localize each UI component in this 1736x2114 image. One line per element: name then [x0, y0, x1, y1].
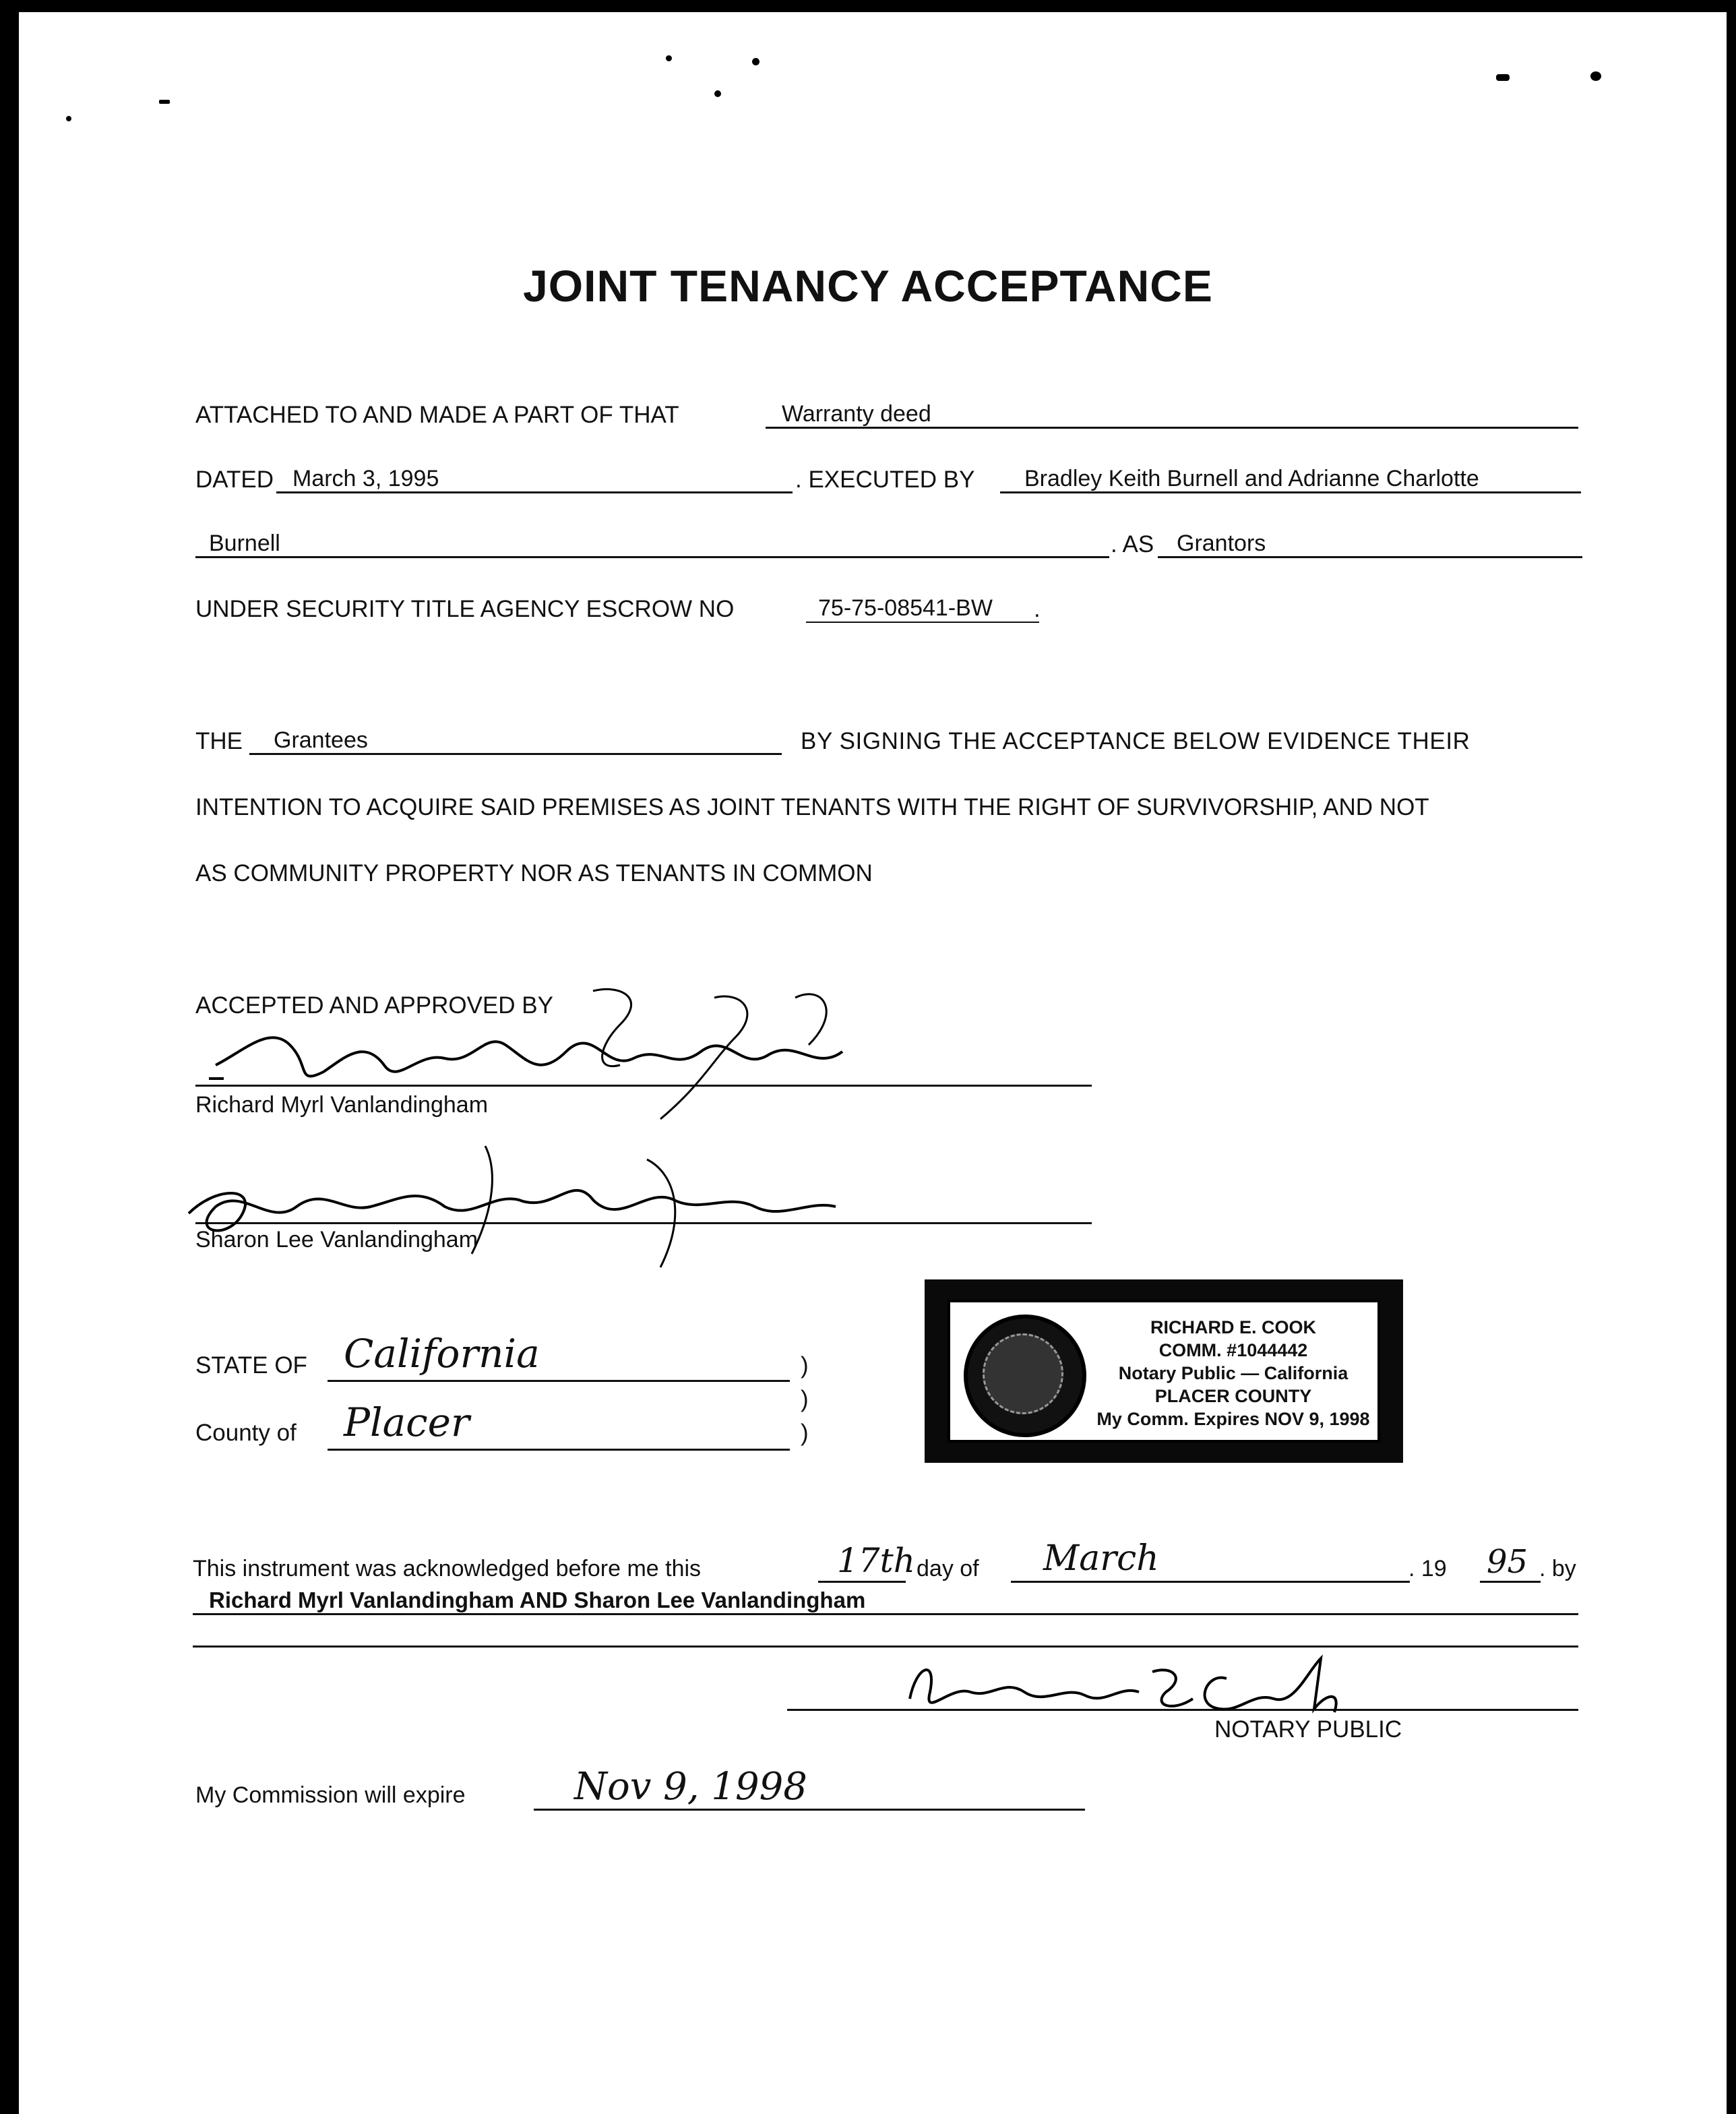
signature-2-image	[175, 1132, 876, 1288]
notary-seal	[964, 1315, 1086, 1437]
notary-stamp	[925, 1279, 1403, 1463]
scan-speck	[666, 55, 672, 61]
paren: )	[801, 1352, 809, 1379]
paren: )	[801, 1386, 809, 1412]
executed-by-field: Bradley Keith Burnell and Adrianne Charlotte	[1000, 464, 1581, 493]
ack-month-field: March	[1011, 1534, 1410, 1583]
ack-blank-line	[193, 1618, 1578, 1648]
stamp-commission: COMM. #1044442	[1158, 1340, 1308, 1360]
notary-public-label: NOTARY PUBLIC	[1214, 1716, 1402, 1743]
dated-label: DATED	[195, 466, 274, 493]
ack-text-2: day of	[917, 1556, 979, 1581]
stamp-county: PLACER COUNTY	[1154, 1386, 1312, 1406]
as-label: . AS	[1111, 531, 1154, 557]
notary-signature-image	[890, 1645, 1361, 1726]
signer-2-name: Sharon Lee Vanlandingham	[195, 1227, 478, 1252]
commission-label: My Commission will expire	[195, 1782, 466, 1808]
executed-label: . EXECUTED BY	[795, 466, 975, 493]
scan-speck	[1496, 74, 1510, 81]
ack-by: . by	[1539, 1556, 1576, 1581]
signature-1-image	[189, 971, 917, 1132]
scan-border-top	[0, 0, 1736, 12]
accepted-label: ACCEPTED AND APPROVED BY	[195, 992, 553, 1019]
state-label: STATE OF	[195, 1352, 307, 1379]
stamp-name: RICHARD E. COOK	[1150, 1317, 1316, 1337]
scan-speck	[714, 90, 721, 97]
scan-speck	[66, 116, 71, 121]
document-title: JOINT TENANCY ACCEPTANCE	[523, 261, 1213, 311]
paragraph-line-2: INTENTION TO ACQUIRE SAID PREMISES AS JOINT TENANTS WITH THE RIGHT OF SURVIVORSHIP, AND NOT	[195, 794, 1429, 820]
scan-border-left	[0, 0, 19, 2114]
executed-by-continued-field: Burnell	[195, 528, 1109, 558]
ack-names-field: Richard Myrl Vanlandingham AND Sharon Lee Vanlandingham	[193, 1586, 1578, 1615]
stamp-expires: My Comm. Expires NOV 9, 1998	[1096, 1409, 1370, 1429]
dated-field: March 3, 1995	[276, 464, 793, 493]
state-field: California	[328, 1325, 790, 1382]
escrow-label: UNDER SECURITY TITLE AGENCY ESCROW NO	[195, 596, 735, 622]
scan-speck	[1590, 71, 1601, 81]
as-field: Grantors	[1158, 528, 1582, 558]
county-label: County of	[195, 1420, 297, 1446]
attached-label: ATTACHED TO AND MADE A PART OF THAT	[195, 402, 679, 428]
ack-year-field: 95	[1480, 1541, 1541, 1583]
scan-speck	[752, 58, 760, 65]
county-field: Placer	[328, 1394, 790, 1451]
paragraph-line-1: BY SIGNING THE ACCEPTANCE BELOW EVIDENCE THEIR	[801, 728, 1470, 754]
ack-century: . 19	[1408, 1556, 1447, 1581]
scan-speck	[159, 100, 170, 104]
ack-text-1: This instrument was acknowledged before me this	[193, 1556, 702, 1581]
deed-type-field: Warranty deed	[766, 399, 1578, 429]
escrow-period: .	[1034, 596, 1041, 622]
the-label: THE	[195, 728, 243, 754]
signer-1-name: Richard Myrl Vanlandingham	[195, 1092, 489, 1118]
escrow-number-field: 75-75-08541-BW	[806, 593, 1039, 623]
scan-border-right	[1727, 0, 1736, 2114]
paren: )	[801, 1420, 809, 1446]
stamp-title: Notary Public — California	[1118, 1363, 1348, 1383]
paragraph-line-3: AS COMMUNITY PROPERTY NOR AS TENANTS IN COMMON	[195, 860, 873, 886]
ack-day-field: 17th	[818, 1538, 906, 1583]
grantees-field: Grantees	[249, 725, 782, 755]
commission-expire-field: Nov 9, 1998	[534, 1763, 1085, 1811]
